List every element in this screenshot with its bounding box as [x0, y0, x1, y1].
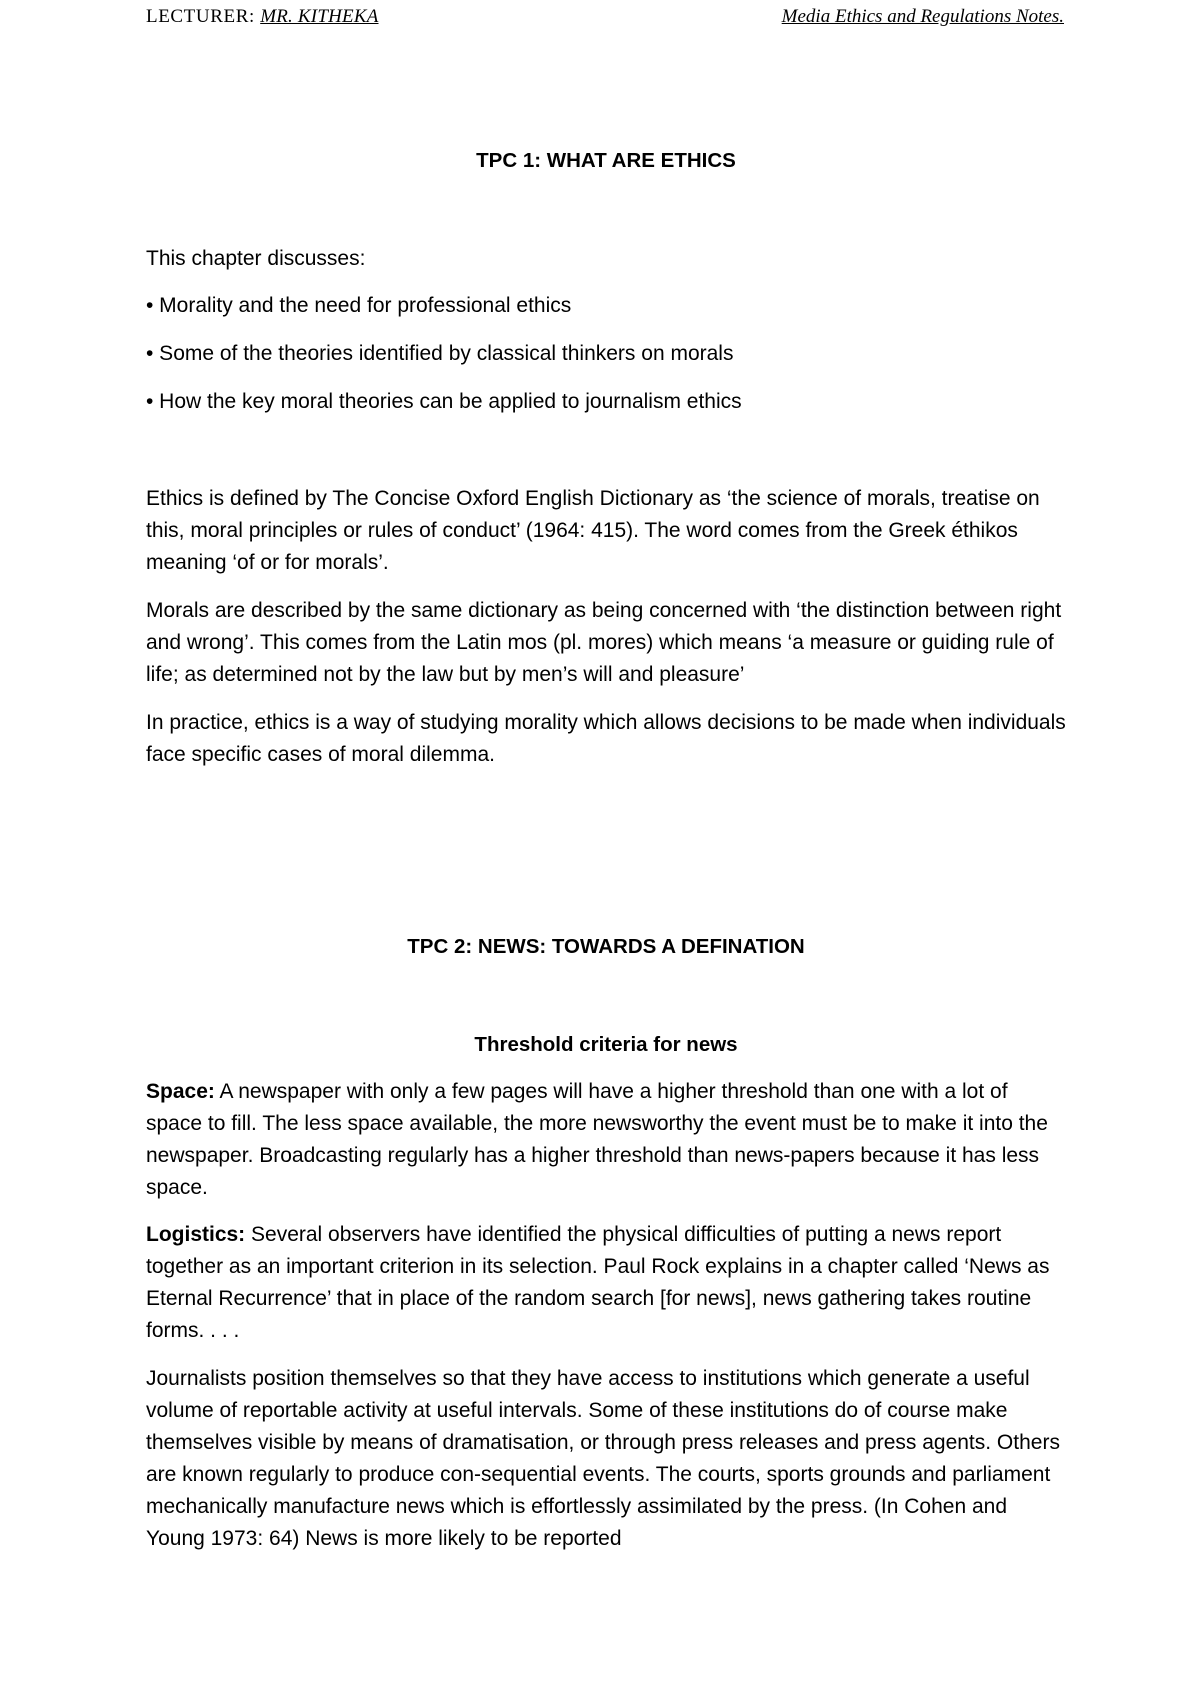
topic1-paragraph-ethics-definition: Ethics is defined by The Concise Oxford English Dictionary as ‘the science of morals, treatise on this, moral principles or rules of conduct’ (1964: 415). The word comes from the Greek éthikos meaning ‘of or for morals’. — [146, 487, 1040, 574]
space-text: A newspaper with only a few pages will have a higher threshold than one with a lot of space to fill. The less space available, the more newsworthy the event must be to make it into the newspaper. Broadcasting regularly has a higher threshold than news-papers because it has less space. — [146, 1080, 1048, 1199]
topic1-bullet-1: • Morality and the need for professional ethics — [146, 294, 572, 317]
course-title-header: Media Ethics and Regulations Notes. — [781, 6, 1064, 27]
lecturer-name: MR. KITHEKA — [260, 6, 379, 27]
topic2-subtitle: Threshold criteria for news — [474, 1033, 738, 1056]
lecturer-label: LECTURER: — [146, 6, 261, 27]
space-label: Space: — [146, 1080, 215, 1103]
topic2-paragraph-space — [146, 1076, 1066, 1204]
topic1-paragraph-morals-definition: Morals are described by the same dictionary as being concerned with ‘the distinction between right and wrong’. This comes from the Latin mos (pl. mores) which means ‘a measure or guiding rule of life; as determined not by the law but by men’s will and pleasure’ — [146, 599, 1062, 686]
topic2-paragraph-journalists: Journalists position themselves so that they have access to institutions which generate a useful volume of reportable activity at useful intervals. Some of these institutions do of course make themselves visible by means of dramatisation, or through press releases and press agents. Others are known regularly to produce con-sequential events. The courts, sports grounds and parliament mechanically manufacture news which is effortlessly assimilated by the press. (In Cohen and Young 1973: 64) News is more likely to be reported — [146, 1367, 1060, 1550]
topic2-title: TPC 2: NEWS: TOWARDS A DEFINATION — [407, 935, 805, 958]
logistics-label: Logistics: — [146, 1223, 246, 1246]
logistics-text: Several observers have identified the physical difficulties of putting a news report together as an important criterion in its selection. Paul Rock explains in a chapter called ‘News as Eternal Recurrence’ that in place of the random search [for news], news gathering takes routine forms. . . . — [146, 1223, 1050, 1342]
topic1-paragraph-practice: In practice, ethics is a way of studying morality which allows decisions to be made when individuals face specific cases of moral dilemma. — [146, 711, 1066, 766]
topic1-intro: This chapter discusses: — [146, 247, 366, 270]
topic1-bullet-3: • How the key moral theories can be applied to journalism ethics — [146, 390, 742, 413]
topic1-bullet-2: • Some of the theories identified by classical thinkers on morals — [146, 342, 734, 365]
lecturer-header — [146, 6, 379, 28]
topic1-title: TPC 1: WHAT ARE ETHICS — [476, 149, 736, 172]
topic2-paragraph-logistics — [146, 1219, 1066, 1347]
